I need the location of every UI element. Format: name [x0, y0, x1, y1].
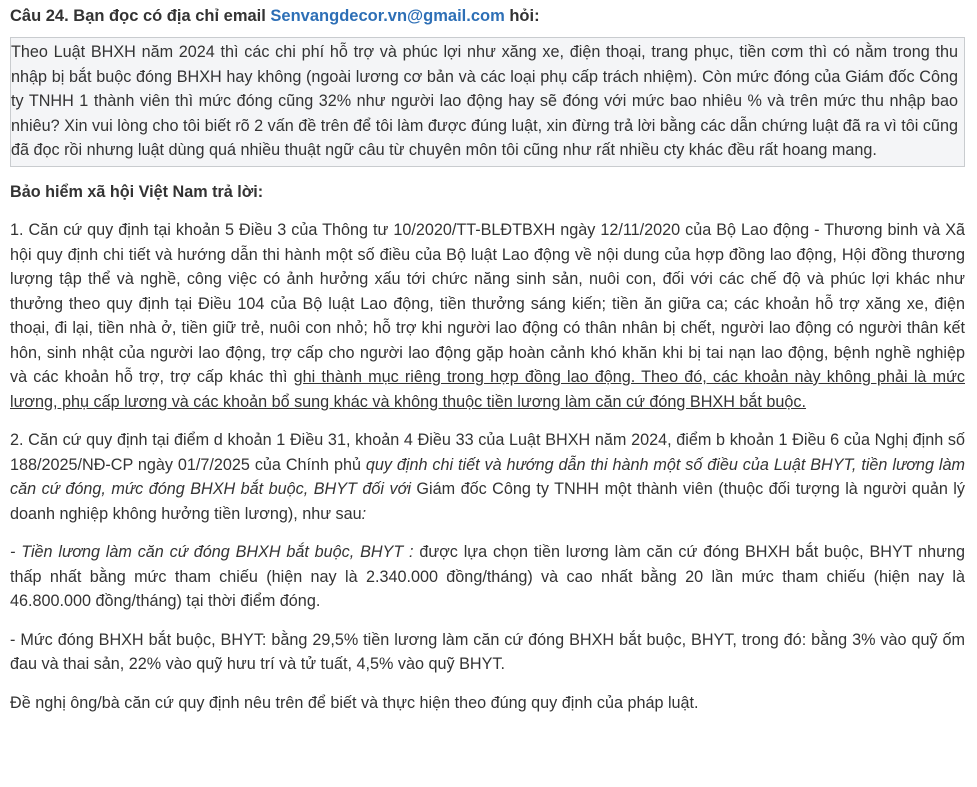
answer-p2-text: 2. Căn cứ quy định tại điểm d khoản 1 Điều 31, khoản 4 Điều 33 của Luật BHXH năm 2024, điểm b khoản 1 Điều 6 của Nghị định số 188/2025/NĐ-CP ngày 01/7/2025 của Chính phủ: [10, 431, 965, 474]
email-link[interactable]: Senvangdecor.vn@gmail.com: [270, 7, 505, 25]
question-title: [10, 4, 965, 28]
question-title-prefix: Câu 24. Bạn đọc có địa chỉ email: [10, 7, 271, 25]
answer-p3-italic: - Tiền lương làm căn cứ đóng BHXH bắt buộc, BHYT :: [10, 543, 414, 561]
answer-p3-text: được lựa chọn tiền lương làm căn cứ đóng BHXH bắt buộc, BHYT nhưng thấp nhất bằng mức tham chiếu (hiện nay là 2.340.000 đồng/tháng) và cao nhất bằng 20 lần mức tham chiếu (hiện nay là 46.800.000 đồng/tháng) tại thời điểm đóng.: [10, 543, 965, 610]
answer-paragraph-4: - Mức đóng BHXH bắt buộc, BHYT: bằng 29,5% tiền lương làm căn cứ đóng BHXH bắt buộc, BHYT, trong đó: bằng 3% vào quỹ ốm đau và thai sản, 22% vào quỹ hưu trí và tử tuất, 4,5% vào quỹ BHYT.: [10, 630, 965, 673]
answer-paragraph-3: [10, 540, 965, 614]
answer-p2-italic: quy định chi tiết và hướng dẫn thi hành một số điều của Luật BHYT, tiền lương làm căn cứ đóng, mức đóng BHXH bắt buộc, BHYT đối với: [10, 455, 965, 498]
question-box: [10, 37, 965, 167]
answer-p1-text: 1. Căn cứ quy định tại khoản 5 Điều 3 của Thông tư 10/2020/TT-BLĐTBXH ngày 12/11/2020 của Bộ Lao động - Thương binh và Xã hội quy định chi tiết và hướng dẫn thi hành một số điều của Bộ luật Lao động về nội dung của hợp đồng lao động, Hội đồng thương lượng tập thể và nghề, công việc có ảnh hưởng xấu tới chức năng sinh sản, nuôi con, đối với các chế độ và phúc lợi khác như thưởng theo quy định tại Điều 104 của Bộ luật Lao động, tiền thưởng sáng kiến; tiền ăn giữa ca; các khoản hỗ trợ xăng xe, điện thoại, đi lại, tiền nhà ở, tiền giữ trẻ, nuôi con nhỏ; hỗ trợ khi người lao động có thân nhân bị chết, người lao động có người thân kết hôn, sinh nhật của người lao động, trợ cấp cho người lao động gặp hoàn cảnh khó khăn khi bị tai nạn lao động, bệnh nghề nghiệp và các khoản hỗ trợ, trợ cấp khác thì: [10, 221, 965, 386]
question-body: Theo Luật BHXH năm 2024 thì các chi phí hỗ trợ và phúc lợi như xăng xe, điện thoại, trang phục, tiền cơm thì có nằm trong thu nhập bị bắt buộc đóng BHXH hay không (ngoài lương cơ bản và các loại phụ cấp trách nhiệm). Còn mức đóng của Giám đốc Công ty TNHH 1 thành viên thì mức đóng cũng 32% như người lao động hay sẽ đóng với mức bao nhiêu % và trên mức thu nhập bao nhiêu? Xin vui lòng cho tôi biết rõ 2 vấn đề trên để tôi làm được đúng luật, xin đừng trả lời bằng các dẫn chứng luật đã ra vì tôi cũng đã đọc rồi nhưng luật dùng quá nhiều thuật ngữ câu từ chuyên môn tôi cũng như rất nhiều cty khác đều rất hoang mang.: [11, 43, 958, 159]
answer-p2-text-2: Giám đốc Công ty TNHH một thành viên (thuộc đối tượng là người quản lý doanh nghiệp không hưởng tiền lương), như sau: [10, 480, 965, 523]
article: [0, 4, 977, 715]
answer-paragraph-5: Đề nghị ông/bà căn cứ quy định nêu trên để biết và thực hiện theo đúng quy định của pháp luật.: [10, 693, 699, 712]
question-title-suffix: hỏi:: [504, 7, 540, 25]
answer-paragraph-2: [10, 428, 965, 526]
answer-p1-underlined: ghi thành mục riêng trong hợp đồng lao động. Theo đó, các khoản này không phải là mức lương, phụ cấp lương và các khoản bổ sung khác và không thuộc tiền lương làm căn cứ đóng BHXH bắt buộc.: [10, 368, 965, 411]
answer-p2-colon: :: [361, 504, 367, 523]
answer-paragraph-1: [10, 218, 965, 414]
answer-heading: Bảo hiểm xã hội Việt Nam trả lời:: [10, 182, 264, 201]
